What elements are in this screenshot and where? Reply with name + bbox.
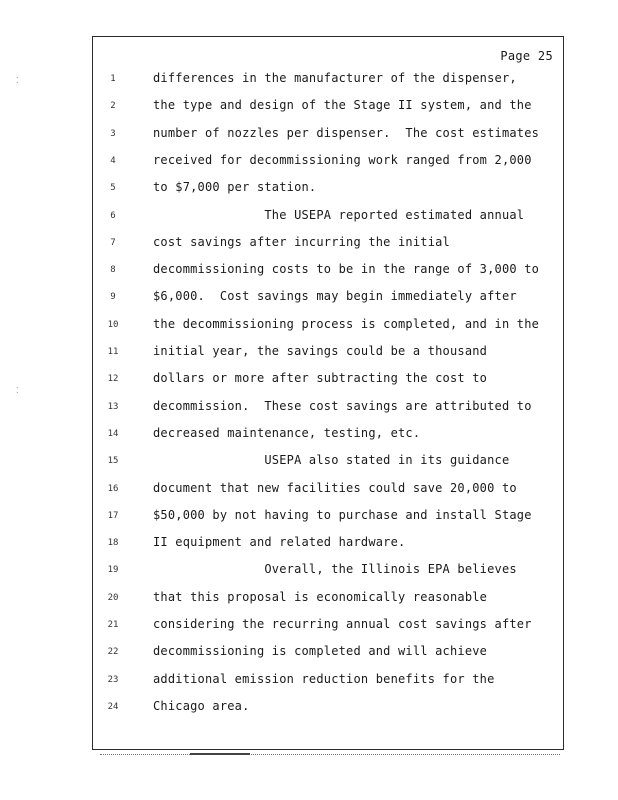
transcript-line [93, 208, 563, 228]
transcript-line [93, 453, 563, 473]
line-number: 7 [110, 237, 116, 248]
transcript-line [93, 535, 563, 555]
line-number: 10 [107, 319, 119, 330]
line-number: 6 [110, 210, 116, 221]
transcript-line [93, 344, 563, 364]
line-text: cost savings after incurring the initial [153, 234, 450, 249]
line-text: decommissioning costs to be in the range of 3,000 to [153, 262, 540, 277]
margin-speck: ⁚ [16, 386, 19, 395]
footer-rule [100, 754, 560, 755]
transcript-line [93, 399, 563, 419]
transcript-line [93, 317, 563, 337]
transcript-line [93, 644, 563, 664]
transcript-line [93, 481, 563, 501]
transcript-line [93, 590, 563, 610]
transcript-line [93, 699, 563, 719]
line-text: Overall, the Illinois EPA believes [153, 562, 517, 577]
line-number: 11 [107, 347, 119, 357]
line-number: 15 [107, 456, 119, 467]
line-number: 9 [110, 292, 116, 303]
line-text: The USEPA reported estimated annual [153, 207, 525, 222]
line-text: decommissioning is completed and will achieve [153, 644, 488, 659]
line-number: 17 [107, 510, 119, 521]
page-number: Page 25 [500, 49, 553, 63]
margin-speck: ⁚ [16, 76, 19, 85]
transcript-line [93, 672, 563, 692]
line-text: USEPA also stated in its guidance [153, 453, 510, 468]
line-text: $50,000 by not having to purchase and install Stage [153, 507, 532, 522]
line-text: initial year, the savings could be a thousand [153, 344, 488, 358]
line-text: Chicago area. [153, 698, 250, 713]
line-number: 12 [107, 374, 119, 385]
transcript-line [93, 562, 563, 582]
transcript-line [93, 426, 563, 446]
line-text: dollars or more after subtracting the cost to [153, 371, 488, 386]
transcript-line [93, 153, 563, 173]
line-text: document that new facilities could save 20,000 to [153, 480, 517, 495]
line-number: 5 [110, 183, 116, 194]
transcript-line [93, 371, 563, 391]
line-number: 20 [107, 592, 119, 603]
line-text: decommission. These cost savings are attributed to [153, 398, 532, 413]
line-number: 1 [110, 74, 116, 84]
line-number: 21 [107, 620, 119, 630]
line-text: differences in the manufacturer of the dispenser, [153, 71, 517, 85]
transcript-line [93, 289, 563, 309]
line-number: 4 [110, 155, 116, 166]
transcript-line [93, 71, 563, 91]
line-text: considering the recurring annual cost savings after [153, 617, 532, 631]
transcript-line [93, 235, 563, 255]
line-text: number of nozzles per dispenser. The cost estimates [153, 125, 540, 140]
line-number: 18 [107, 538, 119, 549]
line-text: additional emission reduction benefits for the [153, 671, 495, 686]
transcript-line [93, 126, 563, 146]
line-number: 19 [107, 565, 119, 576]
line-number: 22 [107, 647, 119, 658]
line-text: II equipment and related hardware. [153, 535, 406, 550]
line-text: received for decommissioning work ranged from 2,000 [153, 152, 532, 167]
line-number: 23 [107, 674, 119, 685]
line-number: 2 [110, 101, 116, 112]
line-text: that this proposal is economically reasonable [153, 589, 488, 604]
footer-rule-accent [190, 753, 250, 755]
line-text: to $7,000 per station. [153, 180, 317, 195]
line-number: 13 [107, 401, 119, 412]
line-number: 16 [107, 483, 119, 494]
transcript-line [93, 98, 563, 118]
transcript-line [93, 508, 563, 528]
line-text: the type and design of the Stage II system, and the [153, 98, 532, 113]
transcript-line [93, 180, 563, 200]
line-number: 14 [107, 428, 119, 439]
line-text: $6,000. Cost savings may begin immediately after [153, 289, 517, 304]
line-number: 24 [107, 701, 119, 712]
transcript-line [93, 617, 563, 637]
line-text: the decommissioning process is completed, and in the [153, 316, 540, 331]
transcript-line [93, 262, 563, 282]
line-text: decreased maintenance, testing, etc. [153, 425, 421, 440]
line-number: 8 [110, 265, 116, 276]
transcript-page [92, 36, 564, 750]
line-number: 3 [110, 128, 116, 139]
